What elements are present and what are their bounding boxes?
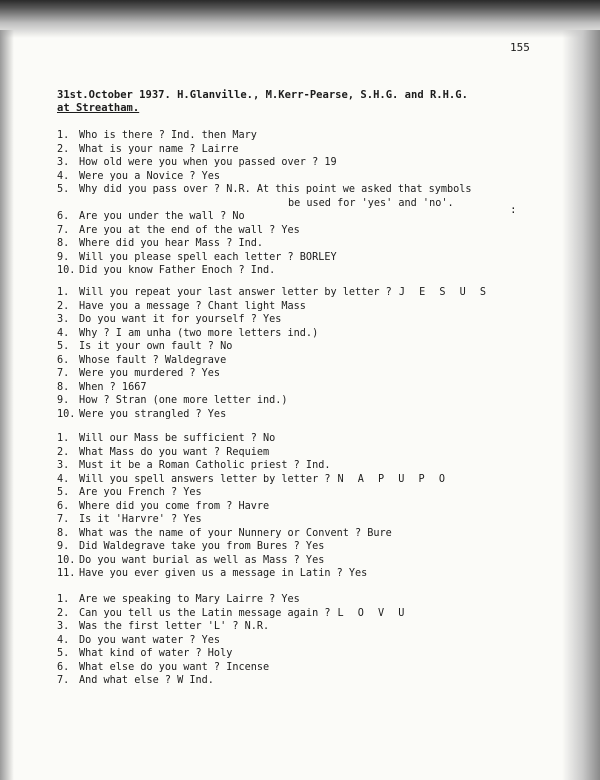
question-row (57, 340, 527, 354)
question-number: 4. (57, 170, 70, 182)
question-text: What is your name ? Lairre (79, 143, 239, 155)
question-text: Are you under the wall ? No (79, 211, 245, 222)
question-number: 6. (57, 211, 70, 222)
question-text: Is it your own fault ? No (79, 341, 233, 352)
question-row (57, 513, 527, 527)
questions-section-3 (57, 432, 527, 581)
question-row (57, 264, 527, 278)
question-text: How old were you when you passed over ? 19 (79, 157, 337, 168)
question-text: What was the name of your Nunnery or Convent ? Bure (79, 527, 392, 539)
question-row (57, 500, 527, 514)
question-number: 2. (57, 143, 70, 155)
questions-section-1 (57, 129, 527, 278)
question-row (57, 327, 527, 341)
question-row (57, 593, 527, 607)
question-number: 7. (57, 675, 70, 686)
question-text: Have you a message ? Chant light Mass (79, 300, 306, 312)
question-text: Were you strangled ? Yes (79, 408, 227, 420)
question-text: Where did you come from ? Havre (79, 500, 270, 512)
question-text: Is it 'Harvre' ? Yes (79, 514, 202, 525)
question-text: Why did you pass over ? N.R. At this point we asked that symbols (79, 184, 472, 195)
question-number: 6. (57, 661, 70, 673)
question-number: 3. (57, 314, 70, 325)
question-row (57, 251, 527, 265)
question-row (57, 183, 527, 197)
question-number: 11. (57, 568, 76, 579)
question-text: Have you ever given us a message in Latin ? Yes (79, 568, 368, 579)
question-row (57, 170, 527, 184)
question-text: Did Waldegrave take you from Bures ? Yes (79, 541, 325, 552)
question-row (57, 408, 527, 422)
question-number: 2. (57, 446, 70, 458)
question-text: Will you repeat your last answer letter by letter ? (79, 287, 392, 298)
question-number: 1. (57, 433, 70, 444)
question-number: 2. (57, 607, 70, 619)
question-number: 9. (57, 395, 70, 406)
question-text: Were you murdered ? Yes (79, 368, 221, 379)
question-text: Will our Mass be sufficient ? No (79, 433, 276, 444)
question-text: How ? Stran (one more letter ind.) (79, 395, 288, 406)
question-row (57, 554, 527, 568)
question-row (57, 313, 527, 327)
question-number: 8. (57, 381, 70, 393)
question-text: Were you a Novice ? Yes (79, 170, 221, 182)
question-number: 5. (57, 648, 70, 659)
question-continuation: be used for 'yes' and 'no'. (288, 197, 454, 209)
question-row (57, 486, 527, 500)
scan-shadow-left (0, 30, 14, 780)
page-number: 155 (510, 41, 530, 54)
question-number: 1. (57, 287, 70, 298)
question-number: 6. (57, 354, 70, 366)
question-number: 3. (57, 460, 70, 471)
question-number: 4. (57, 327, 70, 339)
question-text: Was the first letter 'L' ? N.R. (79, 621, 270, 632)
question-row (57, 620, 527, 634)
question-text: Do you want it for yourself ? Yes (79, 314, 282, 325)
scan-shadow-top (0, 0, 600, 38)
question-row (57, 381, 527, 395)
question-row (57, 224, 527, 238)
spelled-answer: N A P U P O (337, 473, 449, 485)
question-row (57, 367, 527, 381)
question-number: 8. (57, 238, 70, 249)
question-number: 5. (57, 487, 70, 498)
question-number: 10. (57, 265, 76, 276)
question-text: Will you please spell each letter ? BORLEY (79, 251, 337, 263)
questions-section-4 (57, 593, 527, 688)
question-text: What else do you want ? Incense (79, 661, 270, 673)
question-text: Did you know Father Enoch ? Ind. (79, 265, 276, 276)
question-row (57, 459, 527, 473)
question-text: Can you tell us the Latin message again ? (79, 607, 331, 619)
question-text: Are we speaking to Mary Lairre ? Yes (79, 594, 300, 605)
question-row (57, 432, 527, 446)
question-text: Where did you hear Mass ? Ind. (79, 238, 264, 249)
question-row (57, 143, 527, 157)
scan-shadow-right (562, 30, 600, 780)
question-text: Do you want burial as well as Mass ? Yes (79, 554, 325, 566)
session-header (57, 89, 517, 115)
question-number: 1. (57, 130, 70, 141)
question-text: Are you French ? Yes (79, 487, 202, 498)
question-text: Are you at the end of the wall ? Yes (79, 224, 300, 236)
question-number: 5. (57, 184, 70, 195)
spelled-answer: L O V U (337, 607, 409, 619)
question-row (57, 156, 527, 170)
question-number: 2. (57, 300, 70, 312)
questions-section-2 (57, 286, 527, 421)
question-number: 6. (57, 500, 70, 512)
question-number: 9. (57, 251, 70, 263)
question-row (57, 394, 527, 408)
question-text: And what else ? W Ind. (79, 675, 214, 686)
question-row (57, 210, 527, 224)
question-row (57, 473, 527, 487)
question-number: 8. (57, 527, 70, 539)
question-text: Who is there ? Ind. then Mary (79, 130, 257, 141)
question-number: 4. (57, 473, 70, 485)
question-number: 4. (57, 634, 70, 646)
question-row (57, 607, 527, 621)
spelled-answer: J E S U S (398, 287, 491, 298)
question-text: Why ? I am unha (two more letters ind.) (79, 327, 319, 339)
question-row (57, 129, 527, 143)
question-row (57, 674, 527, 688)
question-text: Must it be a Roman Catholic priest ? Ind. (79, 460, 331, 471)
question-number: 10. (57, 554, 76, 566)
margin-mark: : (510, 203, 517, 216)
question-number: 7. (57, 368, 70, 379)
question-number: 7. (57, 224, 70, 236)
question-row (57, 634, 527, 648)
question-number: 1. (57, 594, 70, 605)
question-text: What kind of water ? Holy (79, 648, 233, 659)
question-text: What Mass do you want ? Requiem (79, 446, 270, 458)
question-number: 5. (57, 341, 70, 352)
question-row (57, 354, 527, 368)
question-row (57, 647, 527, 661)
question-number: 3. (57, 621, 70, 632)
question-text: When ? 1667 (79, 381, 147, 393)
question-text: Will you spell answers letter by letter ? (79, 473, 331, 485)
question-text: Do you want water ? Yes (79, 634, 221, 646)
question-row (57, 286, 527, 300)
header-line-2: at Streatham. (57, 102, 140, 114)
question-row (57, 300, 527, 314)
question-row (57, 237, 527, 251)
question-row (57, 527, 527, 541)
question-row (57, 567, 527, 581)
header-line-1: 31st.October 1937. H.Glanville., M.Kerr-Pearse, S.H.G. and R.H.G. (57, 89, 468, 101)
question-number: 7. (57, 514, 70, 525)
question-number: 10. (57, 408, 76, 420)
question-row (57, 661, 527, 675)
question-number: 3. (57, 157, 70, 168)
question-text: Whose fault ? Waldegrave (79, 354, 227, 366)
question-row (57, 540, 527, 554)
question-row (57, 446, 527, 460)
question-number: 9. (57, 541, 70, 552)
